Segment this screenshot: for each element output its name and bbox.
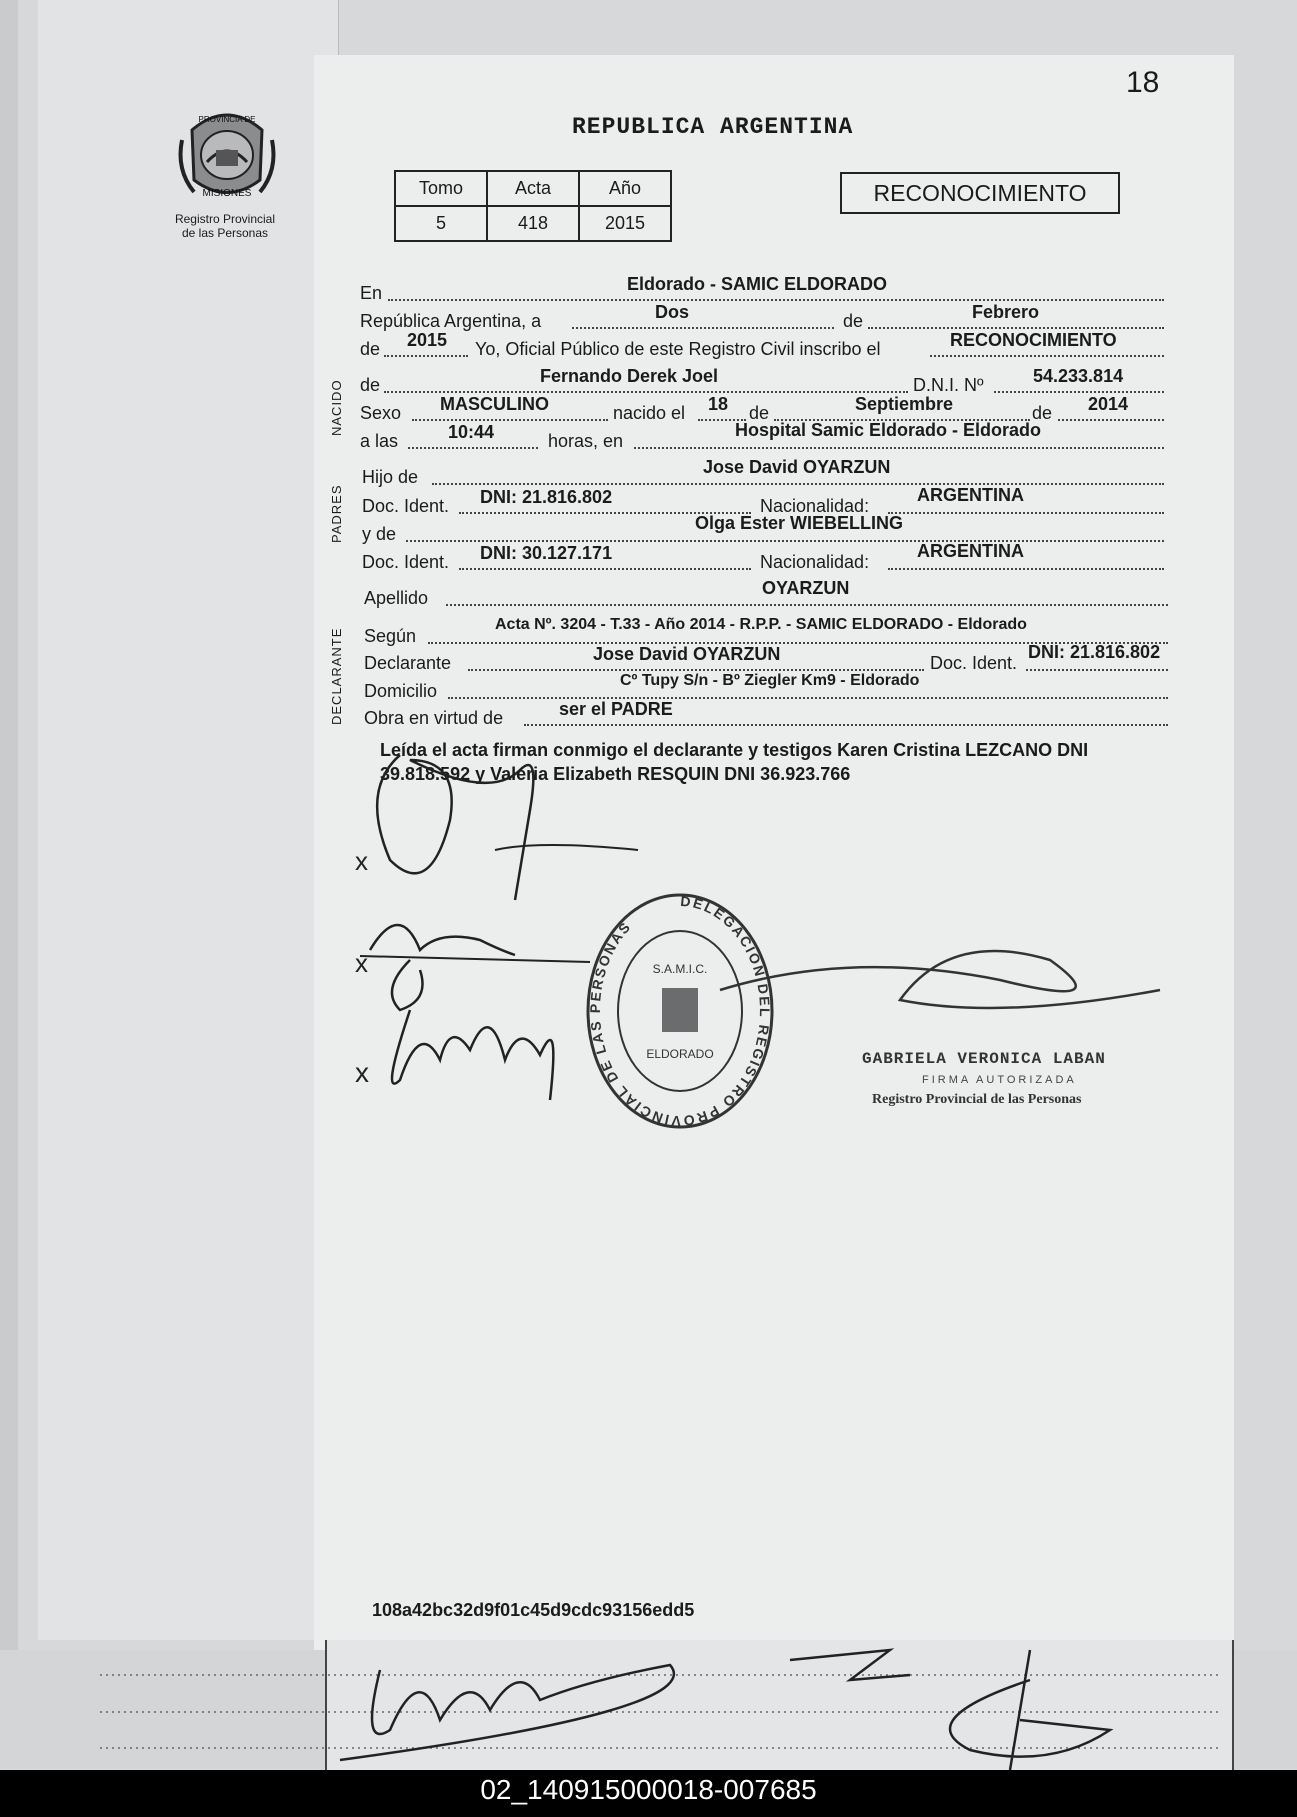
dotted-line <box>384 390 908 393</box>
label-segun: Según <box>364 626 417 646</box>
dotted-line <box>888 567 1164 570</box>
dotted-line <box>634 446 1164 449</box>
dotted-line <box>412 418 608 421</box>
field-by-virtue: ser el PADRE <box>559 699 673 719</box>
field-declarant-doc: DNI: 21.816.802 <box>1028 642 1161 662</box>
label-doc-ident: Doc. Ident. <box>362 552 450 572</box>
stamp-inner-line-1: S.A.M.I.C. <box>652 962 708 976</box>
table-header: Tomo <box>395 171 487 206</box>
field-act: RECONOCIMIENTO <box>950 330 1117 350</box>
field-day: Dos <box>655 302 690 322</box>
label-sexo: Sexo <box>360 403 402 423</box>
label-de: de <box>749 403 770 423</box>
svg-text:MISIONES: MISIONES <box>202 188 252 199</box>
field-mother-nationality: ARGENTINA <box>917 541 1024 561</box>
document-title: REPUBLICA ARGENTINA <box>572 114 854 140</box>
organization-line-1: Registro Provincial <box>174 212 276 226</box>
table-header: Año <box>579 171 671 206</box>
organization-name <box>150 212 300 240</box>
label-nacido-el: nacido el <box>613 403 686 423</box>
closing-statement: Leída el acta firman conmigo el declarante y testigos Karen Cristina LEZCANO DNI 39.818.592 y Valeria Elizabeth RESQUIN DNI 36.923.766 <box>380 740 1089 784</box>
dotted-line <box>448 696 1168 699</box>
label-de: de <box>360 339 381 359</box>
label-inscribo: Yo, Oficial Público de este Registro Civil inscribo el <box>475 339 881 359</box>
field-birth-month: Septiembre <box>855 394 954 414</box>
dotted-line <box>446 603 1168 606</box>
sign-mark-x: x <box>355 1057 369 1088</box>
dotted-line <box>406 539 1164 542</box>
field-father-doc: DNI: 21.816.802 <box>480 487 613 507</box>
page-number: 18 <box>1126 66 1160 99</box>
field-child-name: Fernando Derek Joel <box>540 366 719 386</box>
side-label-born: NACIDO <box>329 379 344 436</box>
label-declarante: Declarante <box>364 653 452 673</box>
label-de: de <box>843 311 864 331</box>
underlying-page-signatures <box>90 1640 1220 1770</box>
label-nacionalidad: Nacionalidad: <box>760 552 870 572</box>
field-mother-doc: DNI: 30.127.171 <box>480 543 613 563</box>
svg-text:PROVINCIA DE: PROVINCIA DE <box>198 115 256 124</box>
dotted-line <box>572 326 834 329</box>
authorized-signature-scribble <box>700 930 1170 1020</box>
registry-table <box>394 170 672 242</box>
label-apellido: Apellido <box>364 588 429 608</box>
label-domicilio: Domicilio <box>364 681 438 701</box>
dotted-line <box>384 354 468 357</box>
authorized-signer-org: Registro Provincial de las Personas <box>872 1092 1082 1107</box>
authorized-signer-name: GABRIELA VERONICA LABAN <box>862 1050 1106 1068</box>
label-de: de <box>1032 403 1053 423</box>
label-doc-ident: Doc. Ident. <box>362 496 450 516</box>
footer-id: 02_140915000018-007685 <box>480 1774 817 1805</box>
dotted-line <box>994 390 1164 393</box>
stamp-inner-line-2: ELDORADO <box>646 1047 714 1061</box>
field-month: Febrero <box>972 302 1040 322</box>
field-year: 2015 <box>407 330 448 350</box>
label-a-las: a las <box>360 431 399 451</box>
field-child-dni: 54.233.814 <box>1033 366 1124 386</box>
dotted-line <box>408 446 538 449</box>
dotted-line <box>388 298 1164 301</box>
table-cell: 418 <box>487 206 579 241</box>
label-dni: D.N.I. Nº <box>913 375 984 395</box>
organization-line-2: de las Personas <box>181 226 269 240</box>
label-obra: Obra en virtud de <box>364 708 504 728</box>
field-surname: OYARZUN <box>762 578 850 598</box>
label-de: de <box>360 375 381 395</box>
field-address: Cº Tupy S/n - Bº Ziegler Km9 - Eldorado <box>620 672 920 689</box>
field-birth-year: 2014 <box>1088 394 1129 414</box>
label-republica: República Argentina, a <box>360 311 542 331</box>
label-nacionalidad: Nacionalidad: <box>760 496 870 516</box>
field-place: Eldorado - SAMIC ELDORADO <box>627 274 887 294</box>
table-cell: 2015 <box>579 206 671 241</box>
table-header: Acta <box>487 171 579 206</box>
dotted-line <box>1026 668 1168 671</box>
field-birth-day: 18 <box>708 394 729 414</box>
dotted-line <box>432 482 1164 485</box>
table-cell: 5 <box>395 206 487 241</box>
authorized-signer-role: FIRMA AUTORIZADA <box>922 1074 1077 1086</box>
dotted-line <box>930 354 1164 357</box>
field-father-nationality: ARGENTINA <box>917 485 1024 505</box>
label-y-de: y de <box>362 524 397 544</box>
act-type-box: RECONOCIMIENTO <box>840 172 1120 214</box>
field-birth-place: Hospital Samic Eldorado - Eldorado <box>735 420 1042 440</box>
field-according-to: Acta Nº. 3204 - T.33 - Año 2014 - R.P.P. - SAMIC ELDORADO - Eldorado <box>495 616 1027 633</box>
field-father: Jose David OYARZUN <box>703 457 891 477</box>
field-sex: MASCULINO <box>440 394 549 414</box>
field-mother: Olga Ester WIEBELLING <box>695 513 904 533</box>
dotted-line <box>1058 418 1164 421</box>
dotted-line <box>459 567 751 570</box>
side-label-declarant: DECLARANTE <box>329 627 344 725</box>
side-label-parents: PADRES <box>329 484 344 543</box>
dotted-line <box>468 668 924 671</box>
dotted-line <box>868 326 1164 329</box>
sign-mark-x: x <box>355 846 368 876</box>
dotted-line <box>888 511 1164 514</box>
left-page-leaf <box>38 0 339 1640</box>
label-hijo-de: Hijo de <box>362 467 419 487</box>
label-en: En <box>360 283 383 303</box>
sign-mark-x: x <box>355 948 368 978</box>
document-hash: 108a42bc32d9f01c45d9cdc93156edd5 <box>372 1600 695 1620</box>
field-birth-time: 10:44 <box>448 422 495 442</box>
label-doc-ident: Doc. Ident. <box>930 653 1018 673</box>
field-declarant: Jose David OYARZUN <box>593 644 781 664</box>
province-coat-of-arms-logo <box>172 100 282 210</box>
stamp-ring-text: DELEGACION DEL REGISTRO PROVINCIAL DE LAS PERSONAS <box>586 892 774 1130</box>
label-horas-en: horas, en <box>548 431 624 451</box>
